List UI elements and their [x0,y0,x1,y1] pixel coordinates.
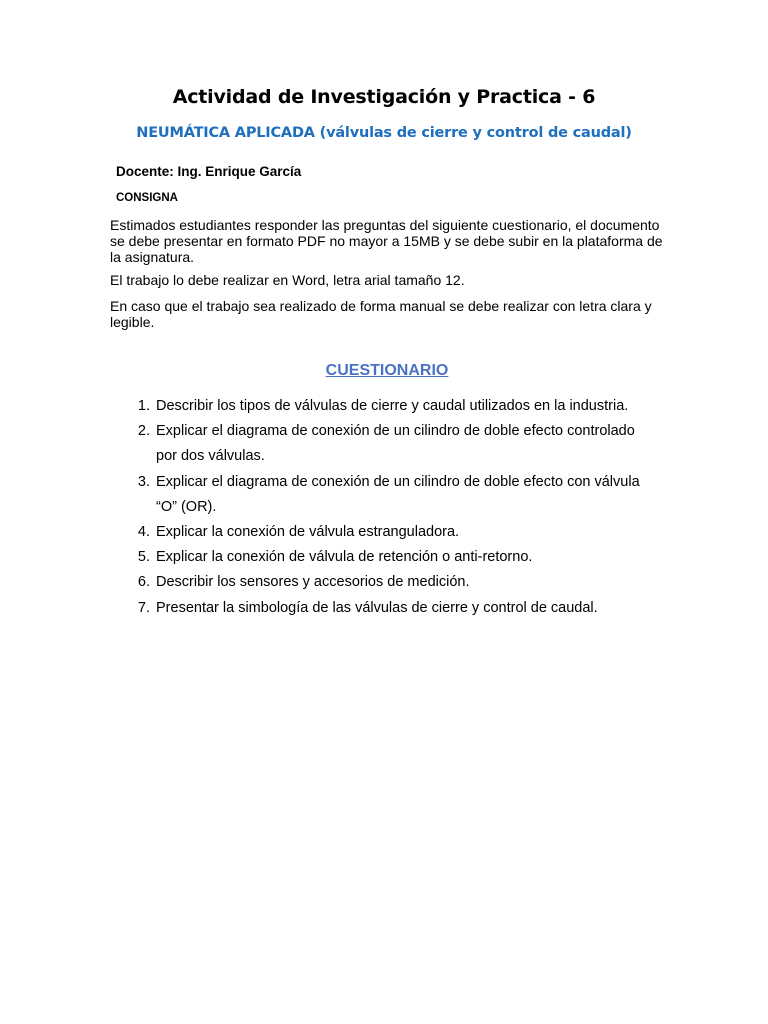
question-number: 4. [137,524,150,541]
question-list [128,394,648,621]
list-item [128,570,648,595]
list-item [128,520,648,545]
manual-work-paragraph: En caso que el trabajo sea realizado de forma manual se debe realizar con letra clara y legible. [110,298,652,330]
instructions-label: CONSIGNA [116,192,178,204]
instructions-paragraph: Estimados estudiantes responder las preguntas del siguiente cuestionario, el documento se debe presentar en formato PDF no mayor a 15MB y se debe subir en la plataforma de la asignatura. [110,217,663,265]
instructor-line: Docente: Ing. Enrique García [116,164,302,179]
format-paragraph: El trabajo lo debe realizar en Word, letra arial tamaño 12. [110,272,465,288]
list-item [128,419,648,469]
question-number: 7. [137,599,150,616]
list-item [128,394,648,419]
question-number: 1. [137,398,150,414]
questionnaire-heading: CUESTIONARIO [325,362,449,379]
question-number: 5. [137,549,150,566]
list-item [128,470,648,520]
document-title: Actividad de Investigación y Practica - 6 [172,86,596,108]
question-text: Explicar la conexión de válvula de retención o anti-retorno. [156,549,533,566]
question-text: Describir los tipos de válvulas de cierre y caudal utilizados en la industria. [156,398,629,414]
question-text: Presentar la simbología de las válvulas de cierre y control de caudal. [156,599,598,616]
question-text: Explicar el diagrama de conexión de un cilindro de doble efecto con válvula “O” (OR). [156,473,640,515]
question-number: 2. [137,423,150,440]
question-number: 3. [137,473,150,490]
document-subtitle: NEUMÁTICA APLICADA (válvulas de cierre y control de caudal) [136,125,632,141]
question-number: 6. [137,574,150,591]
question-text: Describir los sensores y accesorios de medición. [156,574,470,591]
question-text: Explicar el diagrama de conexión de un cilindro de doble efecto controlado por dos válvulas. [156,423,635,465]
list-item [128,545,648,570]
list-item [128,596,648,621]
question-text: Explicar la conexión de válvula estranguladora. [156,524,460,541]
